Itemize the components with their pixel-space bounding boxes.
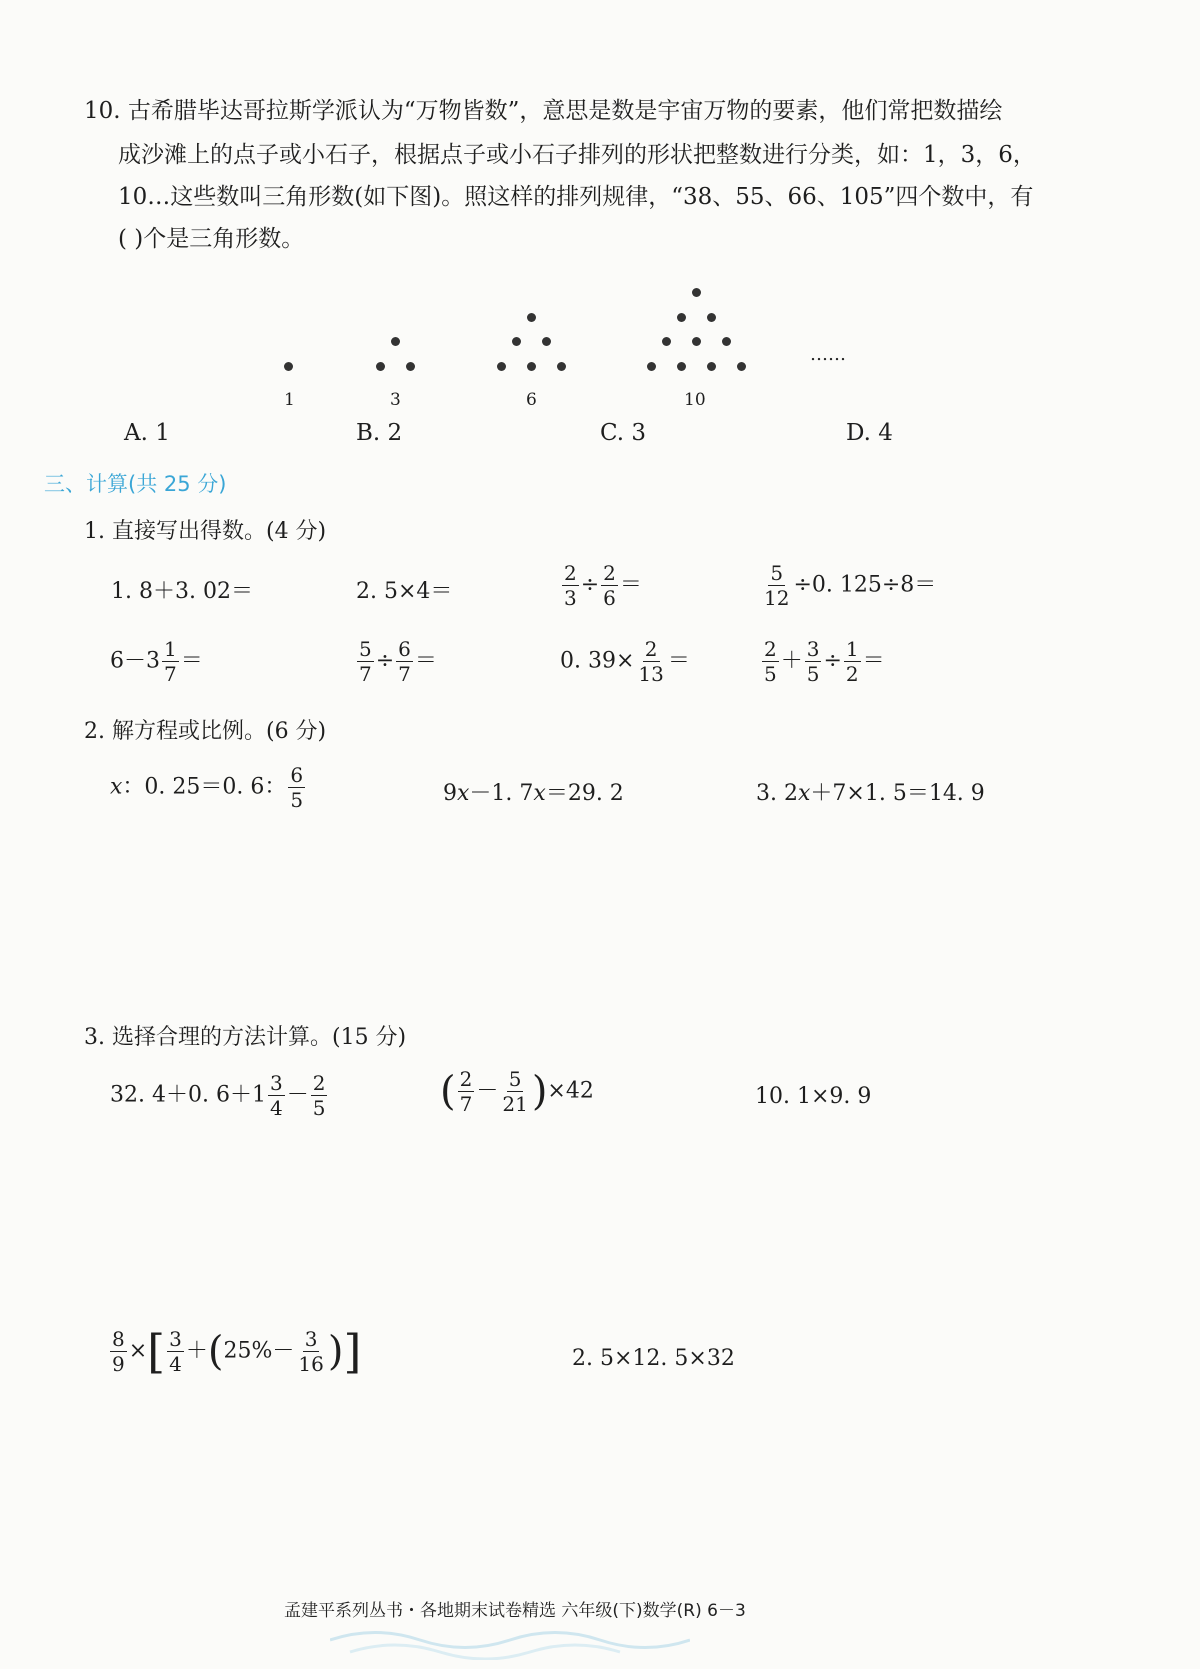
calculation-4: $\frac{8}{9}$ ×[ $\frac{3}{4}$ ＋(25%－ $\frac{3}{16}$ )] bbox=[112, 1324, 362, 1379]
option-d: D. 4 bbox=[846, 420, 893, 446]
dot bbox=[677, 362, 686, 371]
dot bbox=[527, 313, 536, 322]
dot bbox=[677, 313, 686, 322]
dot bbox=[557, 362, 566, 371]
footer-wave-decoration bbox=[330, 1620, 690, 1660]
subquestion-2-title: 2. 解方程或比例。(6 分) bbox=[84, 719, 327, 744]
dot bbox=[707, 313, 716, 322]
dot bbox=[722, 337, 731, 346]
expression-6: $\frac{5}{7}$ ÷ $\frac{6}{7}$ ＝ bbox=[359, 637, 437, 686]
figure-label: 3 bbox=[390, 390, 401, 410]
dot bbox=[497, 362, 506, 371]
expression-5: 6－3 $\frac{1}{7}$ ＝ bbox=[110, 637, 203, 686]
expression-2: 2. 5×4＝ bbox=[356, 579, 453, 604]
expression-8: $\frac{2}{5}$ ＋ $\frac{3}{5}$ ÷ $\frac{1}{2}$ ＝ bbox=[764, 637, 885, 686]
dot bbox=[662, 337, 671, 346]
dot bbox=[647, 362, 656, 371]
dot bbox=[391, 337, 400, 346]
question-10-line-1: 10. 古希腊毕达哥拉斯学派认为“万物皆数”，意思是数是宇宙万物的要素，他们常把数描绘 bbox=[84, 98, 1003, 124]
figure-label: 6 bbox=[526, 390, 537, 410]
question-10-line-2: 成沙滩上的点子或小石子，根据点子或小石子排列的形状把整数进行分类，如：1，3，6， bbox=[118, 142, 1036, 168]
dot bbox=[737, 362, 746, 371]
dot bbox=[707, 362, 716, 371]
option-a: A. 1 bbox=[124, 420, 170, 446]
option-c: C. 3 bbox=[600, 420, 647, 446]
expression-1: 1. 8＋3. 02＝ bbox=[111, 579, 253, 604]
option-b: B. 2 bbox=[356, 420, 403, 446]
subquestion-1-title: 1. 直接写出得数。(4 分) bbox=[84, 519, 327, 544]
calculation-5: 2. 5×12. 5×32 bbox=[572, 1346, 735, 1371]
figure-label: 1 bbox=[284, 390, 295, 410]
expression-4: $\frac{5}{12}$ ÷0. 125÷8＝ bbox=[764, 561, 937, 610]
question-10-line-4: ( )个是三角形数。 bbox=[118, 226, 305, 252]
dot bbox=[406, 362, 415, 371]
figure-label: 10 bbox=[684, 390, 706, 410]
dot bbox=[284, 362, 293, 371]
equation-3: 3. 2x＋7×1. 5＝14. 9 bbox=[756, 781, 985, 806]
page-footer: 孟建平系列丛书・各地期末试卷精选 六年级(下)数学(R) 6－3 bbox=[284, 1601, 746, 1621]
figure-ellipsis: …… bbox=[810, 344, 846, 365]
dot bbox=[692, 288, 701, 297]
dot bbox=[376, 362, 385, 371]
question-10-line-3: 10…这些数叫三角形数(如下图)。照这样的排列规律，“38、55、66、105”四个数中，有 bbox=[118, 184, 1034, 210]
expression-3: $\frac{2}{3}$ ÷ $\frac{2}{6}$ ＝ bbox=[564, 561, 642, 610]
equation-2: 9x－1. 7x＝29. 2 bbox=[443, 781, 624, 806]
dot bbox=[692, 337, 701, 346]
equation-1: x：0. 25＝0. 6： $\frac{6}{5}$ bbox=[110, 763, 304, 812]
dot bbox=[542, 337, 551, 346]
subquestion-3-title: 3. 选择合理的方法计算。(15 分) bbox=[84, 1025, 407, 1050]
dot bbox=[527, 362, 536, 371]
expression-7: 0. 39× $\frac{2}{13}$ ＝ bbox=[560, 637, 690, 686]
calculation-3: 10. 1×9. 9 bbox=[755, 1084, 872, 1109]
calculation-1: 32. 4＋0. 6＋1 $\frac{3}{4}$ － $\frac{2}{5}$ bbox=[110, 1071, 326, 1120]
calculation-2: ( $\frac{2}{7}$ － $\frac{5}{21}$ )×42 bbox=[440, 1067, 594, 1116]
section-title: 三、计算(共 25 分) bbox=[44, 472, 227, 496]
dot bbox=[512, 337, 521, 346]
